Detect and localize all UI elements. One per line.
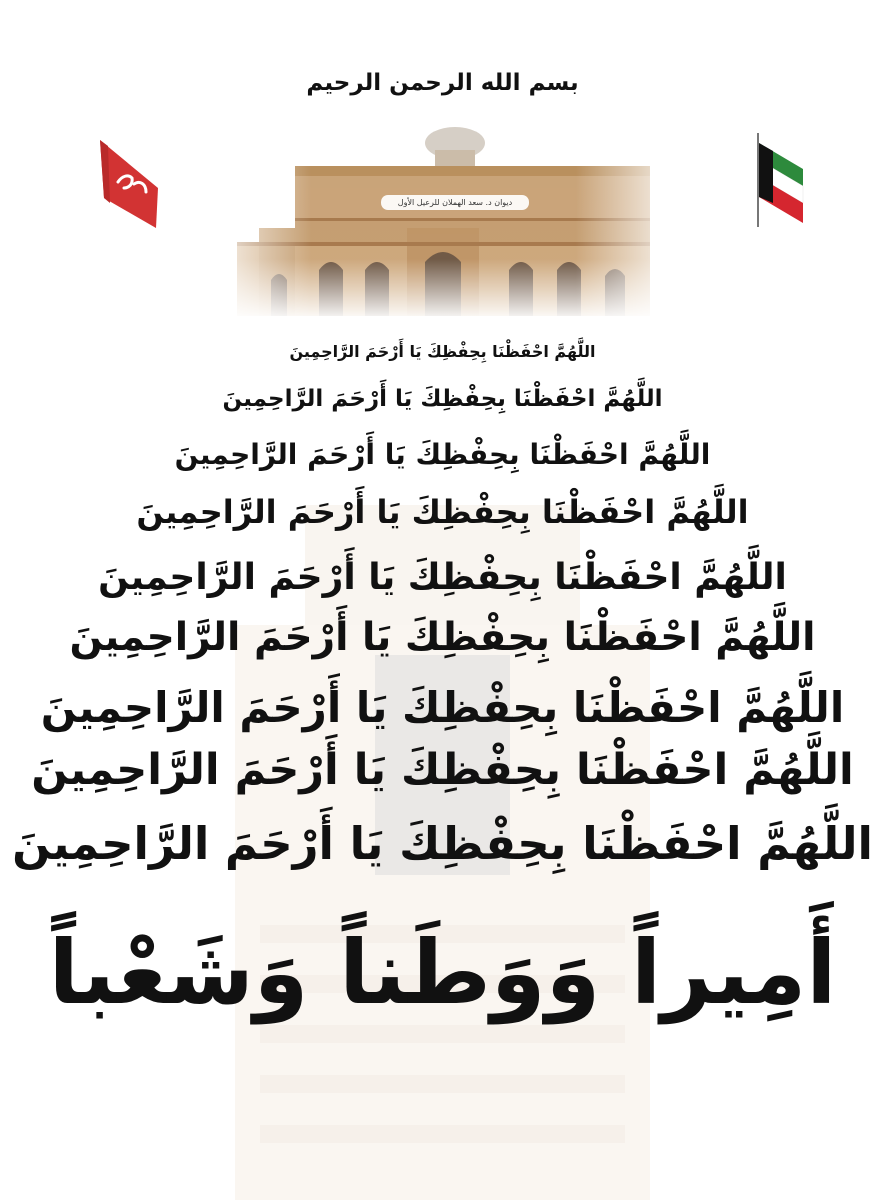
dua-line: اللَّهُمَّ احْفَظْنَا بِحِفْظِكَ يَا أَرْحَمَ الرَّاحِمِينَ [222, 386, 663, 412]
palace-building-icon [237, 126, 650, 316]
closing-line: أَمِيراً وَوَطَناً وَشَعْباً [48, 921, 837, 1024]
dua-line: اللَّهُمَّ احْفَظْنَا بِحِفْظِكَ يَا أَرْحَمَ الرَّاحِمِينَ [40, 683, 845, 732]
dua-line: اللَّهُمَّ احْفَظْنَا بِحِفْظِكَ يَا أَرْحَمَ الرَّاحِمِينَ [136, 493, 749, 531]
dua-line: اللَّهُمَّ احْفَظْنَا بِحِفْظِكَ يَا أَرْحَمَ الرَّاحِمِينَ [12, 817, 873, 870]
dua-line: اللَّهُمَّ احْفَظْنَا بِحِفْظِكَ يَا أَرْحَمَ الرَّاحِمِينَ [98, 557, 787, 598]
red-pennant-flag-icon [98, 140, 162, 228]
dua-line: اللَّهُمَّ احْفَظْنَا بِحِفْظِكَ يَا أَرْحَمَ الرَّاحِمِينَ [289, 342, 596, 361]
dua-line: اللَّهُمَّ احْفَظْنَا بِحِفْظِكَ يَا أَرْحَمَ الرَّاحِمِينَ [31, 745, 854, 795]
palace-caption: ديوان د. سعد الهملان للرعيل الأول [381, 195, 529, 210]
kuwait-flag-icon [752, 131, 810, 228]
dua-line: اللَّهُمَّ احْفَظْنَا بِحِفْظِكَ يَا أَرْحَمَ الرَّاحِمِينَ [69, 615, 816, 660]
palace-image [237, 126, 650, 316]
dua-line: اللَّهُمَّ احْفَظْنَا بِحِفْظِكَ يَا أَرْحَمَ الرَّاحِمِينَ [174, 438, 711, 471]
basmala-heading: بسم الله الرحمن الرحيم [306, 70, 579, 96]
